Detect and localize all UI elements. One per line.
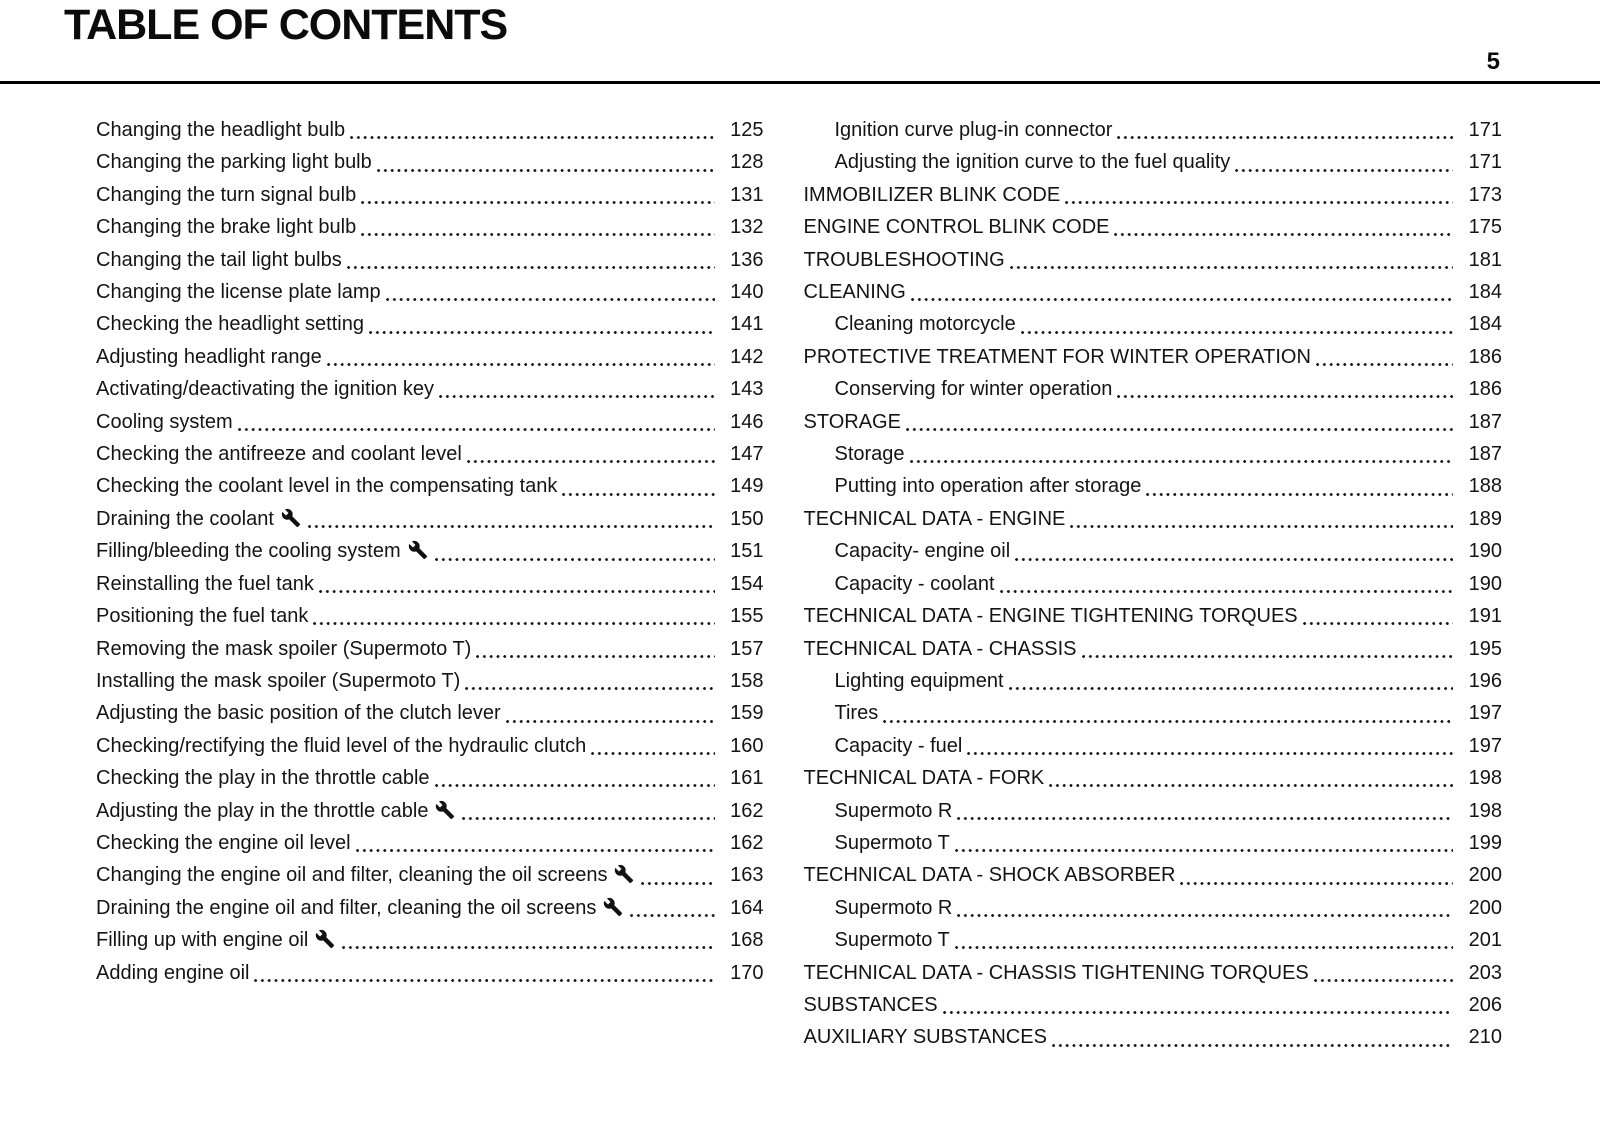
dot-leader bbox=[439, 395, 715, 398]
page-number: 200 bbox=[1468, 896, 1502, 919]
toc-entry bbox=[65, 276, 764, 308]
page-header bbox=[0, 0, 1600, 84]
toc-entry bbox=[804, 373, 1503, 405]
page-number: 190 bbox=[1468, 572, 1502, 595]
page-number: 187 bbox=[1468, 410, 1502, 433]
wrench-icon bbox=[435, 800, 455, 820]
page-number: 149 bbox=[730, 475, 764, 498]
entry-text: Changing the parking light bulb bbox=[96, 151, 372, 174]
toc-entry bbox=[65, 179, 764, 211]
toc-entry bbox=[65, 633, 764, 665]
toc-entry bbox=[65, 795, 764, 827]
toc-entry bbox=[65, 244, 764, 276]
dot-leader bbox=[1082, 655, 1453, 658]
entry-text: Capacity - coolant bbox=[834, 572, 995, 595]
page-number: 142 bbox=[730, 345, 764, 368]
page-number: 151 bbox=[730, 540, 764, 563]
toc-entry bbox=[65, 114, 764, 146]
toc-entry bbox=[65, 211, 764, 243]
page-number: 190 bbox=[1468, 540, 1502, 563]
toc-entry bbox=[804, 665, 1503, 697]
dot-leader bbox=[435, 558, 715, 561]
dot-leader bbox=[356, 849, 715, 852]
entry-text: Checking the coolant level in the compensating tank bbox=[96, 475, 558, 498]
entry-text: Checking/rectifying the fluid level of the hydraulic clutch bbox=[96, 734, 587, 757]
dot-leader bbox=[1303, 622, 1453, 625]
dot-leader bbox=[1065, 201, 1453, 204]
entry-text-tail: system bbox=[337, 540, 429, 562]
toc-entry bbox=[65, 503, 764, 535]
page-number: 163 bbox=[730, 864, 764, 887]
entry-text: Lighting equipment bbox=[834, 669, 1004, 692]
page-number: 160 bbox=[730, 734, 764, 757]
page-number: 147 bbox=[730, 443, 764, 466]
page-number: 141 bbox=[730, 313, 764, 336]
page-number: 189 bbox=[1468, 507, 1502, 530]
toc-entry bbox=[65, 924, 764, 956]
dot-leader bbox=[327, 363, 715, 366]
toc-entry bbox=[65, 762, 764, 794]
wrench-icon bbox=[281, 508, 301, 528]
toc-entry bbox=[65, 665, 764, 697]
page-number: 146 bbox=[730, 410, 764, 433]
page-number: 184 bbox=[1468, 281, 1502, 304]
entry-text: Checking the headlight setting bbox=[96, 313, 364, 336]
dot-leader bbox=[967, 752, 1453, 755]
toc-entry bbox=[804, 276, 1503, 308]
dot-leader bbox=[1000, 590, 1453, 593]
toc-entry bbox=[804, 859, 1503, 891]
page-number: 175 bbox=[1468, 216, 1502, 239]
page-number: 171 bbox=[1468, 119, 1502, 141]
dot-leader bbox=[313, 622, 714, 625]
dot-leader bbox=[342, 946, 714, 949]
toc-right-column bbox=[804, 114, 1503, 1054]
entry-text: ENGINE CONTROL BLINK CODE bbox=[803, 216, 1110, 239]
entry-text-tail: cable bbox=[381, 800, 458, 822]
toc-columns bbox=[0, 84, 1600, 1054]
toc-entry bbox=[804, 762, 1503, 794]
entry-text: Changing the tail light bulbs bbox=[96, 248, 342, 271]
page-number: 195 bbox=[1468, 637, 1502, 660]
wrench-icon bbox=[614, 864, 634, 884]
toc-entry bbox=[65, 600, 764, 632]
page-number: 154 bbox=[730, 572, 764, 595]
dot-leader bbox=[319, 590, 715, 593]
dot-leader bbox=[1117, 395, 1453, 398]
entry-text: Conserving for winter operation bbox=[834, 378, 1113, 401]
page-number: 136 bbox=[730, 248, 764, 271]
entry-text: Capacity- engine oil bbox=[834, 540, 1011, 563]
dot-leader bbox=[1021, 331, 1453, 334]
toc-entry bbox=[65, 892, 764, 924]
entry-text: TECHNICAL DATA - CHASSIS TIGHTENING TORQUES bbox=[803, 961, 1309, 984]
entry-text: Cleaning motorcycle bbox=[834, 313, 1016, 336]
dot-leader bbox=[238, 428, 715, 431]
dot-leader bbox=[1117, 136, 1453, 139]
page-number: 150 bbox=[730, 507, 764, 530]
page-number: 157 bbox=[730, 637, 764, 660]
entry-text: Ignition curve plug-in connector bbox=[834, 119, 1113, 141]
wrench-icon bbox=[603, 897, 623, 917]
entry-text: Reinstalling the fuel tank bbox=[96, 572, 314, 595]
dot-leader bbox=[506, 720, 715, 723]
entry-text: Checking the antifreeze and coolant level bbox=[96, 443, 462, 466]
entry-text: Adjusting headlight range bbox=[96, 345, 322, 368]
toc-entry bbox=[804, 146, 1503, 178]
page-number: 171 bbox=[1468, 151, 1502, 174]
entry-text: Putting into operation after storage bbox=[834, 475, 1142, 498]
page-number: 128 bbox=[730, 151, 764, 174]
dot-leader bbox=[943, 1011, 1453, 1014]
dot-leader bbox=[591, 752, 714, 755]
toc-entry bbox=[804, 697, 1503, 729]
page-number: 199 bbox=[1468, 831, 1502, 854]
dot-leader bbox=[1010, 266, 1453, 269]
page-number: 162 bbox=[730, 831, 764, 854]
dot-leader bbox=[361, 201, 714, 204]
page-number: 206 bbox=[1468, 993, 1502, 1016]
toc-entry bbox=[804, 957, 1503, 989]
entry-text: Changing the turn signal bulb bbox=[96, 183, 357, 206]
dot-leader bbox=[911, 298, 1453, 301]
entry-text: Draining the engine oil and filter, cleaning the oil screens bbox=[96, 892, 625, 924]
dot-leader bbox=[562, 493, 714, 496]
page-number: 170 bbox=[730, 961, 764, 984]
entry-text: AUXILIARY SUBSTANCES bbox=[803, 1026, 1047, 1049]
entry-text: Storage bbox=[834, 443, 905, 466]
entry-text: Supermoto T bbox=[834, 831, 950, 854]
entry-text: Positioning the fuel tank bbox=[96, 605, 309, 628]
toc-entry bbox=[804, 989, 1503, 1021]
dot-leader bbox=[350, 136, 714, 139]
entry-text: CLEANING bbox=[803, 281, 906, 304]
toc-entry bbox=[804, 1021, 1503, 1053]
dot-leader bbox=[955, 849, 1453, 852]
toc-entry bbox=[804, 827, 1503, 859]
entry-text: Changing the headlight bulb bbox=[96, 119, 346, 141]
page-number: 164 bbox=[730, 896, 764, 919]
dot-leader bbox=[1314, 979, 1453, 982]
dot-leader bbox=[957, 914, 1453, 917]
page-number: 197 bbox=[1468, 702, 1502, 725]
toc-entry bbox=[804, 470, 1503, 502]
page-number: 125 bbox=[730, 119, 764, 141]
entry-text: IMMOBILIZER BLINK CODE bbox=[803, 183, 1061, 206]
toc-entry bbox=[65, 697, 764, 729]
toc-entry bbox=[65, 341, 764, 373]
toc-entry bbox=[804, 211, 1503, 243]
dot-leader bbox=[1180, 882, 1453, 885]
dot-leader bbox=[1009, 687, 1453, 690]
toc-entry bbox=[804, 438, 1503, 470]
page-number: 162 bbox=[730, 799, 764, 822]
page-number: 210 bbox=[1468, 1026, 1502, 1049]
page-number: 186 bbox=[1468, 345, 1502, 368]
entry-text: Tires bbox=[834, 702, 879, 725]
dot-leader bbox=[630, 914, 714, 917]
entry-text: Activating/deactivating the ignition key bbox=[96, 378, 434, 401]
entry-text: TECHNICAL DATA - ENGINE bbox=[803, 507, 1066, 530]
entry-text: Adjusting the ignition curve to the fuel quality bbox=[834, 151, 1231, 174]
toc-entry bbox=[65, 470, 764, 502]
toc-entry bbox=[804, 795, 1503, 827]
entry-text: Changing the brake light bulb bbox=[96, 216, 357, 239]
page-number: 132 bbox=[730, 216, 764, 239]
page-number: 168 bbox=[730, 929, 764, 952]
entry-text: Adding engine oil bbox=[96, 961, 250, 984]
entry-text: Changing the license plate lamp bbox=[96, 281, 381, 304]
dot-leader bbox=[1146, 493, 1453, 496]
dot-leader bbox=[1015, 558, 1453, 561]
page-number: 155 bbox=[730, 605, 764, 628]
toc-entry bbox=[65, 957, 764, 989]
toc-entry bbox=[804, 308, 1503, 340]
dot-leader bbox=[361, 233, 714, 236]
dot-leader bbox=[465, 687, 714, 690]
entry-text: Installing the mask spoiler (Supermoto T) bbox=[96, 669, 461, 692]
page-number: 143 bbox=[730, 378, 764, 401]
dot-leader bbox=[906, 428, 1453, 431]
dot-leader bbox=[462, 817, 714, 820]
toc-entry bbox=[804, 568, 1503, 600]
dot-leader bbox=[347, 266, 715, 269]
entry-text: Capacity - fuel bbox=[834, 734, 963, 757]
toc-entry bbox=[65, 535, 764, 567]
toc-entry bbox=[804, 503, 1503, 535]
entry-text: Removing the mask spoiler (Supermoto T) bbox=[96, 637, 472, 660]
entry-text: TECHNICAL DATA - ENGINE TIGHTENING TORQUES bbox=[803, 605, 1298, 628]
dot-leader bbox=[641, 882, 714, 885]
dot-leader bbox=[1052, 1044, 1453, 1047]
toc-entry bbox=[804, 633, 1503, 665]
toc-entry bbox=[65, 373, 764, 405]
dot-leader bbox=[476, 655, 714, 658]
page-number: 196 bbox=[1468, 669, 1502, 692]
toc-entry bbox=[804, 244, 1503, 276]
page-number: 140 bbox=[730, 281, 764, 304]
entry-text: STORAGE bbox=[803, 410, 901, 433]
toc-entry bbox=[65, 406, 764, 438]
toc-entry bbox=[804, 892, 1503, 924]
dot-leader bbox=[386, 298, 715, 301]
toc-entry bbox=[804, 600, 1503, 632]
entry-text: Supermoto T bbox=[834, 929, 950, 952]
page-number: 173 bbox=[1468, 183, 1502, 206]
dot-leader bbox=[1316, 363, 1453, 366]
page-number: 198 bbox=[1468, 767, 1502, 790]
toc-entry bbox=[804, 535, 1503, 567]
entry-text: Draining the coolant bbox=[96, 503, 303, 535]
dot-leader bbox=[957, 817, 1453, 820]
dot-leader bbox=[254, 979, 714, 982]
dot-leader bbox=[1235, 169, 1453, 172]
entry-text-tail: screens bbox=[526, 897, 625, 919]
entry-text: Adjusting the basic position of the clutch lever bbox=[96, 702, 501, 725]
dot-leader bbox=[435, 784, 715, 787]
toc-entry bbox=[804, 179, 1503, 211]
dot-leader bbox=[369, 331, 715, 334]
toc-entry bbox=[804, 341, 1503, 373]
page-number-header: 5 bbox=[1486, 48, 1500, 75]
page-number: 201 bbox=[1468, 929, 1502, 952]
entry-text: Adjusting the play in the throttle cable bbox=[96, 795, 457, 827]
entry-text-tail: screens bbox=[537, 864, 636, 886]
entry-text: Supermoto R bbox=[834, 799, 953, 822]
page-number: 184 bbox=[1468, 313, 1502, 336]
page-number: 197 bbox=[1468, 734, 1502, 757]
entry-text: TECHNICAL DATA - SHOCK ABSORBER bbox=[803, 864, 1176, 887]
page-number: 187 bbox=[1468, 443, 1502, 466]
entry-text-tail: coolant bbox=[209, 508, 303, 530]
entry-text: Filling/bleeding the cooling system bbox=[96, 535, 430, 567]
dot-leader bbox=[377, 169, 715, 172]
page-number: 200 bbox=[1468, 864, 1502, 887]
toc-entry bbox=[65, 568, 764, 600]
entry-text: Supermoto R bbox=[834, 896, 953, 919]
wrench-icon bbox=[408, 540, 428, 560]
entry-text: TECHNICAL DATA - CHASSIS bbox=[803, 637, 1077, 660]
toc-entry bbox=[65, 146, 764, 178]
toc-entry bbox=[65, 827, 764, 859]
entry-text: Checking the engine oil level bbox=[96, 831, 351, 854]
toc-entry bbox=[65, 730, 764, 762]
dot-leader bbox=[910, 460, 1453, 463]
entry-text: Filling up with engine oil bbox=[96, 924, 337, 956]
toc-left-column bbox=[65, 114, 764, 1054]
toc-entry bbox=[65, 438, 764, 470]
toc-entry bbox=[804, 924, 1503, 956]
entry-text: SUBSTANCES bbox=[803, 993, 938, 1016]
page-number: 191 bbox=[1468, 605, 1502, 628]
entry-text: PROTECTIVE TREATMENT FOR WINTER OPERATION bbox=[803, 345, 1311, 368]
entry-text-tail: oil bbox=[288, 929, 337, 951]
dot-leader bbox=[308, 525, 715, 528]
entry-text: TECHNICAL DATA - FORK bbox=[803, 767, 1045, 790]
page-number: 198 bbox=[1468, 799, 1502, 822]
page-number: 158 bbox=[730, 669, 764, 692]
page-number: 203 bbox=[1468, 961, 1502, 984]
toc-entry bbox=[804, 730, 1503, 762]
toc-entry bbox=[804, 114, 1503, 146]
toc-entry bbox=[65, 308, 764, 340]
toc-entry bbox=[65, 859, 764, 891]
page-number: 188 bbox=[1468, 475, 1502, 498]
dot-leader bbox=[1049, 784, 1453, 787]
dot-leader bbox=[467, 460, 715, 463]
entry-text: TROUBLESHOOTING bbox=[803, 248, 1005, 271]
page-number: 159 bbox=[730, 702, 764, 725]
page-number: 181 bbox=[1468, 248, 1502, 271]
entry-text: Cooling system bbox=[96, 410, 233, 433]
page-number: 131 bbox=[730, 183, 764, 206]
dot-leader bbox=[955, 946, 1453, 949]
page-title: TABLE OF CONTENTS bbox=[64, 1, 508, 50]
dot-leader bbox=[1070, 525, 1453, 528]
dot-leader bbox=[1114, 233, 1453, 236]
wrench-icon bbox=[315, 929, 335, 949]
page-number: 186 bbox=[1468, 378, 1502, 401]
toc-entry bbox=[804, 406, 1503, 438]
dot-leader bbox=[883, 720, 1453, 723]
entry-text: Checking the play in the throttle cable bbox=[96, 767, 430, 790]
entry-text: Changing the engine oil and filter, cleaning the oil screens bbox=[96, 859, 636, 891]
page-number: 161 bbox=[730, 767, 764, 790]
